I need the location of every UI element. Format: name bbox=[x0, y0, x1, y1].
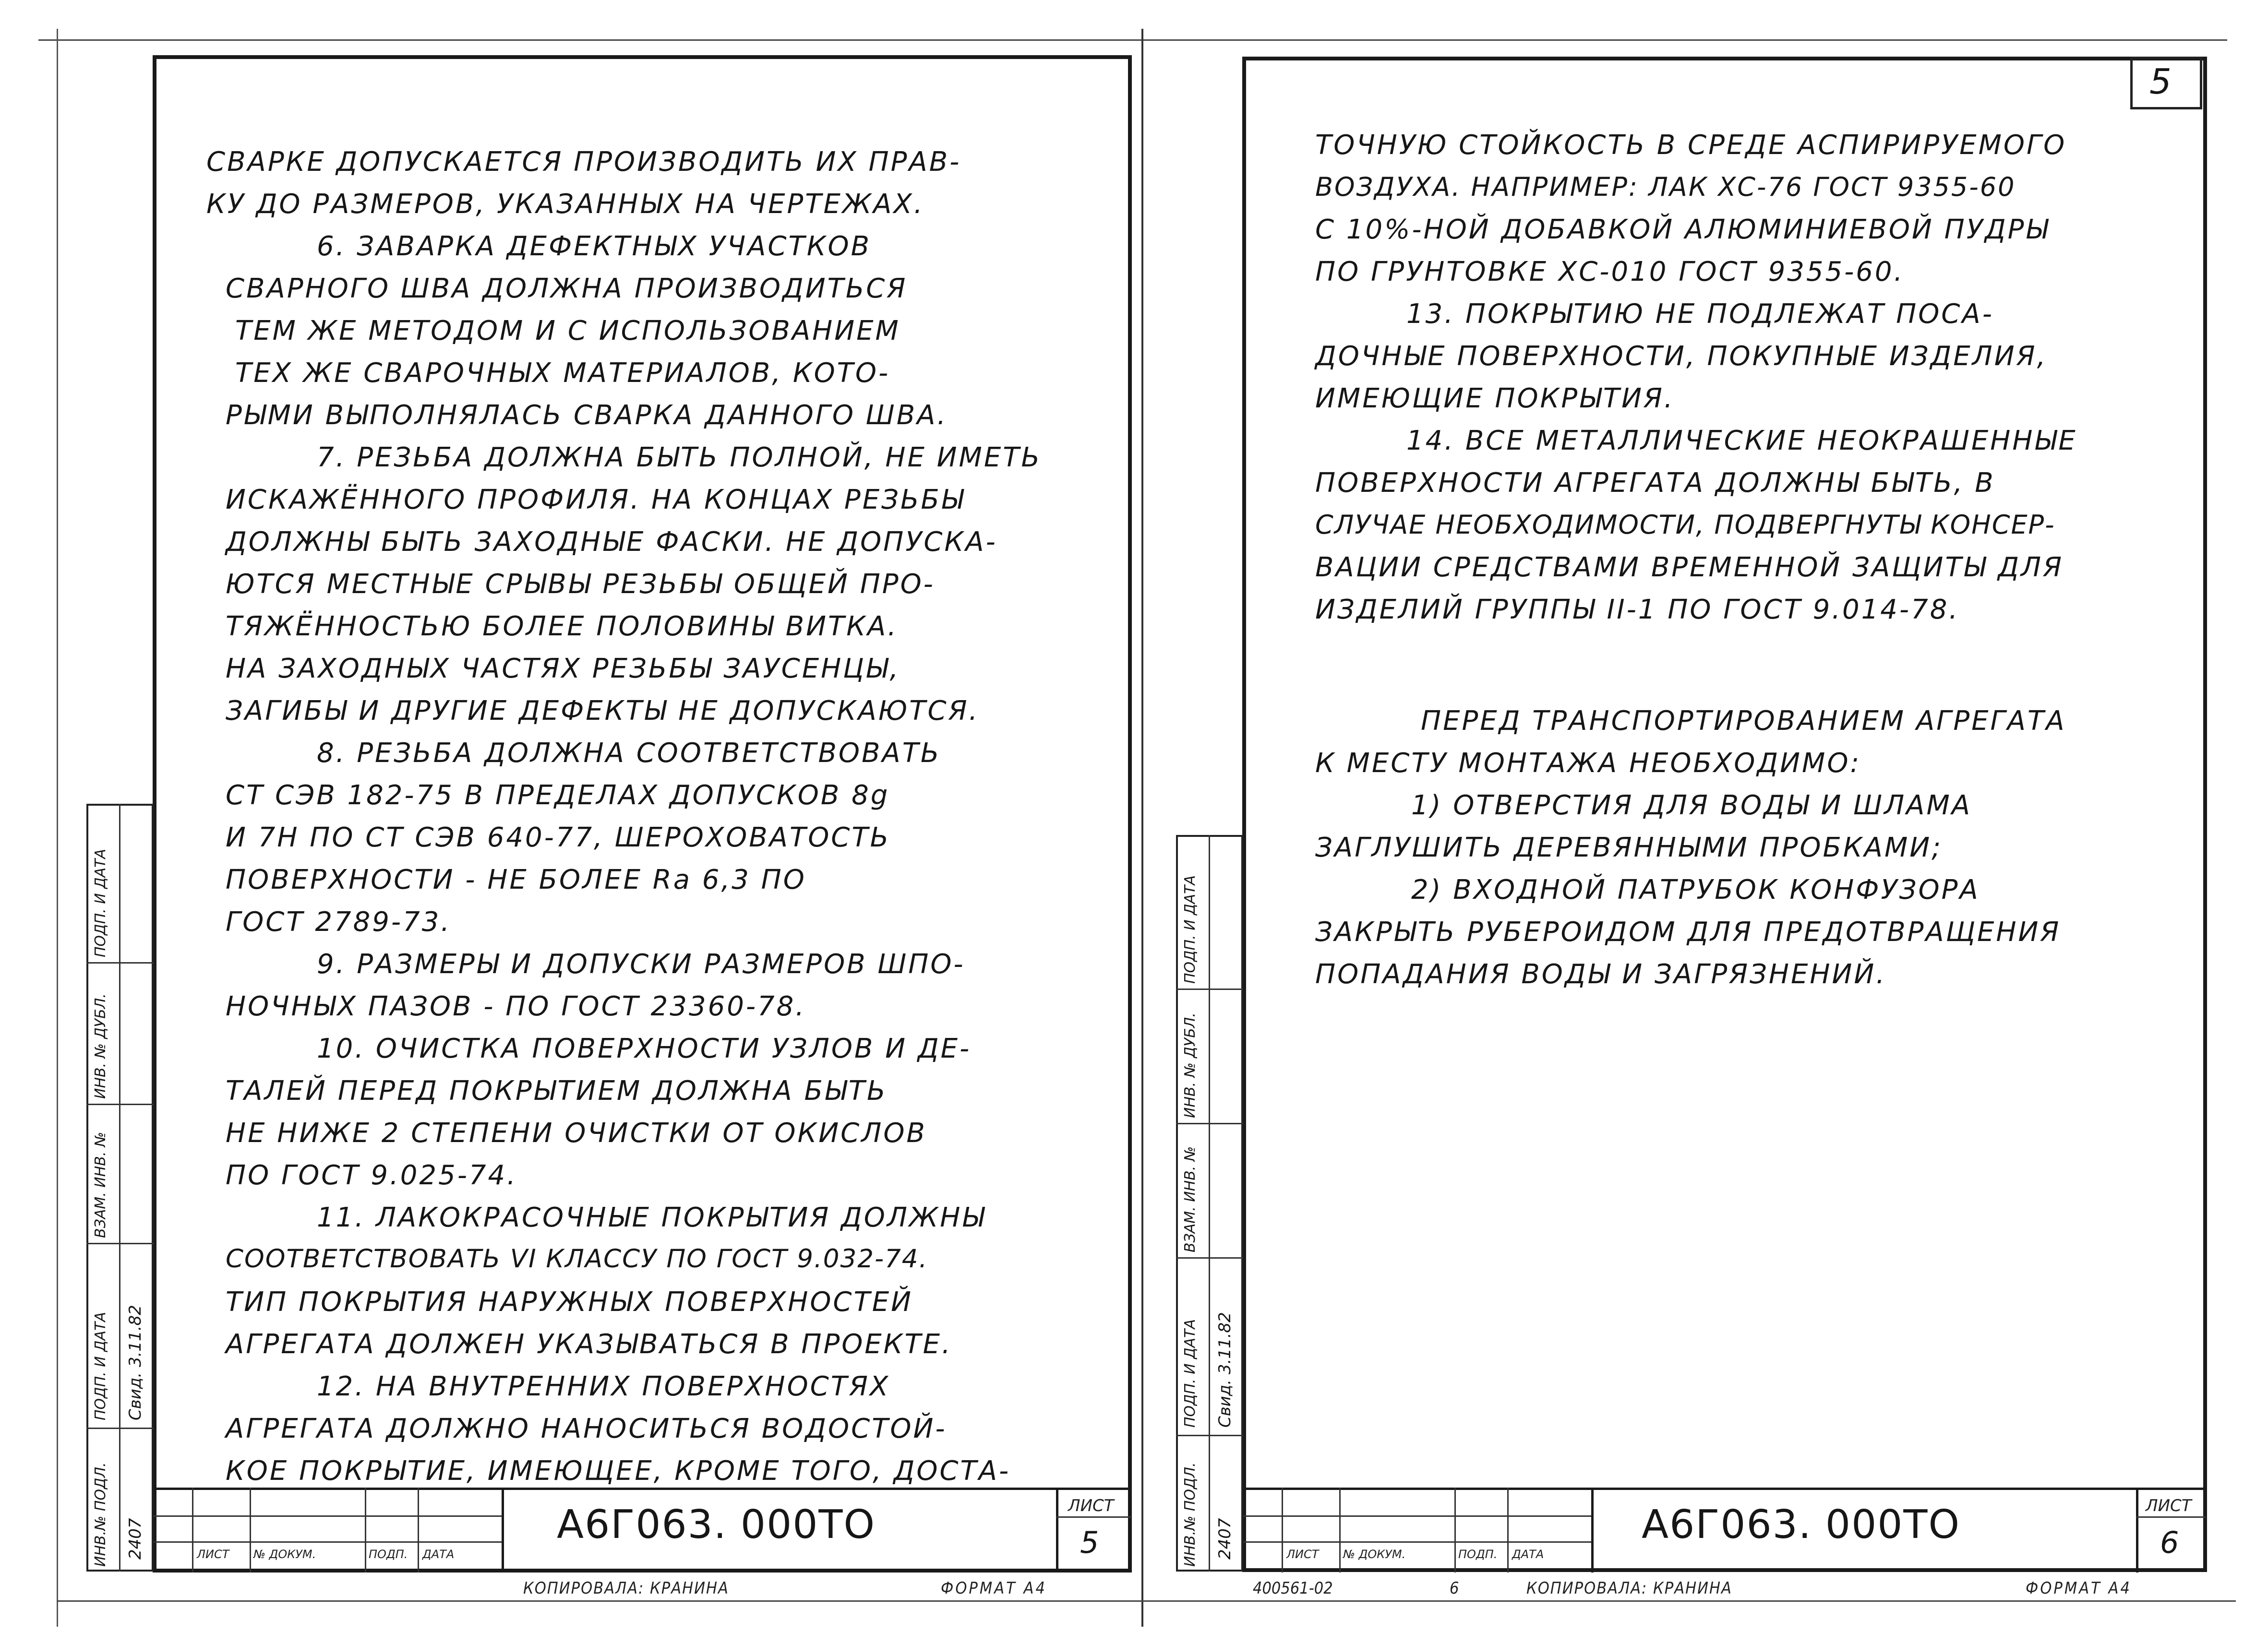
right-line-1: ТОЧНУЮ СТОЙКОСТЬ В СРЕДЕ АСПИРИРУЕМОГО bbox=[1315, 130, 2067, 161]
right-side-label-5: ПОДП. И ДАТА bbox=[1182, 875, 1199, 984]
right-line-8: 14. ВСЕ МЕТАЛЛИЧЕСКИЕ НЕОКРАШЕННЫЕ bbox=[1406, 425, 2077, 456]
left-line-4: СВАРНОГО ШВА ДОЛЖНА ПРОИЗВОДИТЬСЯ bbox=[226, 273, 908, 304]
left-sheet-number: 5 bbox=[1080, 1525, 1099, 1560]
left-line-12: ТЯЖЁННОСТЬЮ БОЛЕЕ ПОЛОВИНЫ ВИТКА. bbox=[226, 611, 899, 642]
left-side-label-5: ПОДП. И ДАТА bbox=[92, 848, 109, 957]
left-line-31: АГРЕГАТА ДОЛЖНО НАНОСИТЬСЯ ВОДОСТОЙ- bbox=[226, 1413, 947, 1444]
left-title-sep-main bbox=[502, 1488, 504, 1573]
left-line-22: 10. ОЧИСТКА ПОВЕРХНОСТИ УЗЛОВ И ДЕ- bbox=[317, 1033, 972, 1064]
left-title-row-1 bbox=[154, 1515, 502, 1517]
left-col-doc: № ДОКУМ. bbox=[253, 1548, 316, 1561]
left-line-5: ТЕМ ЖЕ МЕТОДОМ И С ИСПОЛЬЗОВАНИЕМ bbox=[235, 315, 900, 346]
left-line-3: 6. ЗАВАРКА ДЕФЕКТНЫХ УЧАСТКОВ bbox=[317, 231, 871, 262]
right-col-doc: № ДОКУМ. bbox=[1343, 1548, 1406, 1561]
left-line-15: 8. РЕЗЬБА ДОЛЖНА СООТВЕТСТВОВАТЬ bbox=[317, 738, 941, 769]
page-corner-number: 5 bbox=[2149, 61, 2172, 102]
left-side-signature: Свид. 3.11.82 bbox=[126, 1305, 145, 1420]
left-side-inv: 2407 bbox=[126, 1518, 145, 1560]
left-doc-code: А6Г063. 000ТО bbox=[557, 1502, 876, 1548]
left-line-18: ПОВЕРХНОСТИ - НЕ БОЛЕЕ Ra 6,3 ПО bbox=[226, 864, 806, 895]
left-title-col-4 bbox=[418, 1488, 419, 1573]
left-title-sep-sheet bbox=[1056, 1488, 1058, 1573]
left-line-16: СТ СЭВ 182-75 В ПРЕДЕЛАХ ДОПУСКОВ 8g bbox=[226, 780, 890, 811]
left-line-28: ТИП ПОКРЫТИЯ НАРУЖНЫХ ПОВЕРХНОСТЕЙ bbox=[226, 1287, 913, 1318]
left-side-label-2: ПОДП. И ДАТА bbox=[92, 1311, 109, 1420]
right-side-row-3 bbox=[1176, 1257, 1243, 1259]
left-line-24: НЕ НИЖЕ 2 СТЕПЕНИ ОЧИСТКИ ОТ ОКИСЛОВ bbox=[226, 1118, 927, 1149]
right-line-6: ДОЧНЫЕ ПОВЕРХНОСТИ, ПОКУПНЫЕ ИЗДЕЛИЯ, bbox=[1315, 341, 2048, 372]
right-title-col-1 bbox=[1282, 1488, 1283, 1573]
left-title-col-1 bbox=[192, 1488, 193, 1573]
left-col-sheet: ЛИСТ bbox=[197, 1548, 229, 1561]
right-line2-4: ЗАГЛУШИТЬ ДЕРЕВЯННЫМИ ПРОБКАМИ; bbox=[1315, 832, 1943, 863]
right-title-col-2 bbox=[1339, 1488, 1341, 1573]
right-title-sheet-row bbox=[2136, 1516, 2206, 1518]
right-col-date: ДАТА bbox=[1512, 1548, 1544, 1561]
left-line-8: 7. РЕЗЬБА ДОЛЖНА БЫТЬ ПОЛНОЙ, НЕ ИМЕТЬ bbox=[317, 442, 1042, 473]
right-sheet-label: ЛИСТ bbox=[2146, 1496, 2192, 1515]
left-line-23: ТАЛЕЙ ПЕРЕД ПОКРЫТИЕМ ДОЛЖНА БЫТЬ bbox=[226, 1075, 888, 1107]
right-line-7: ИМЕЮЩИЕ ПОКРЫТИЯ. bbox=[1315, 383, 1675, 414]
left-copied-by: КОПИРОВАЛА: КРАНИНА bbox=[523, 1579, 729, 1598]
left-side-label-1: ИНВ.№ ПОДЛ. bbox=[92, 1462, 109, 1567]
right-side-signature: Свид. 3.11.82 bbox=[1215, 1312, 1235, 1428]
right-line-4: ПО ГРУНТОВКЕ ХС-010 ГОСТ 9355-60. bbox=[1315, 256, 1905, 287]
right-side-inv: 2407 bbox=[1215, 1518, 1235, 1560]
left-line-1: СВАРКЕ ДОПУСКАЕТСЯ ПРОИЗВОДИТЬ ИХ ПРАВ- bbox=[206, 146, 961, 178]
left-side-row-2 bbox=[86, 1104, 154, 1105]
right-side-row-4 bbox=[1176, 1435, 1243, 1436]
right-side-label-2: ПОДП. И ДАТА bbox=[1182, 1319, 1199, 1428]
right-side-label-3: ВЗАМ. ИНВ. № bbox=[1182, 1146, 1199, 1252]
left-line-10: ДОЛЖНЫ БЫТЬ ЗАХОДНЫЕ ФАСКИ. НЕ ДОПУСКА- bbox=[226, 526, 997, 558]
right-doc-code: А6Г063. 000ТО bbox=[1642, 1502, 1961, 1548]
right-line-2: ВОЗДУХА. НАПРИМЕР: ЛАК ХС-76 ГОСТ 9355-60 bbox=[1315, 172, 2016, 202]
right-title-row-2 bbox=[1243, 1541, 1591, 1543]
right-title-col-3 bbox=[1454, 1488, 1456, 1573]
left-line-7: РЫМИ ВЫПОЛНЯЛАСЬ СВАРКА ДАННОГО ШВА. bbox=[226, 400, 948, 431]
left-side-row-3 bbox=[86, 1243, 154, 1244]
right-col-sign: ПОДП. bbox=[1458, 1548, 1498, 1561]
left-line-17: И 7Н ПО СТ СЭВ 640-77, ШЕРОХОВАТОСТЬ bbox=[226, 822, 890, 853]
right-line-12: ИЗДЕЛИЙ ГРУППЫ II-1 ПО ГОСТ 9.014-78. bbox=[1315, 594, 1960, 625]
left-line-11: ЮТСЯ МЕСТНЫЕ СРЫВЫ РЕЗЬБЫ ОБЩЕЙ ПРО- bbox=[226, 569, 935, 600]
left-line-20: 9. РАЗМЕРЫ И ДОПУСКИ РАЗМЕРОВ ШПО- bbox=[317, 949, 965, 980]
left-title-col-3 bbox=[365, 1488, 366, 1573]
left-sheet-label: ЛИСТ bbox=[1068, 1496, 1114, 1515]
left-line-29: АГРЕГАТА ДОЛЖЕН УКАЗЫВАТЬСЯ В ПРОЕКТЕ. bbox=[226, 1329, 952, 1360]
left-col-sign: ПОДП. bbox=[369, 1548, 408, 1561]
left-col-date: ДАТА bbox=[422, 1548, 455, 1561]
right-title-top-rule bbox=[1243, 1488, 2206, 1490]
right-side-divider bbox=[1209, 835, 1210, 1572]
right-copied-by: КОПИРОВАЛА: КРАНИНА bbox=[1526, 1579, 1732, 1598]
right-line2-2: К МЕСТУ МОНТАЖА НЕОБХОДИМО: bbox=[1315, 748, 1861, 779]
center-fold-line bbox=[1141, 29, 1143, 1627]
right-title-sep-main bbox=[1591, 1488, 1594, 1573]
left-line-19: ГОСТ 2789-73. bbox=[226, 906, 452, 938]
left-side-row-4 bbox=[86, 1428, 154, 1429]
right-line-11: ВАЦИИ СРЕДСТВАМИ ВРЕМЕННОЙ ЗАЩИТЫ ДЛЯ bbox=[1315, 552, 2064, 583]
right-side-label-1: ИНВ.№ ПОДЛ. bbox=[1182, 1462, 1199, 1567]
left-line-6: ТЕХ ЖЕ СВАРОЧНЫХ МАТЕРИАЛОВ, КОТО- bbox=[235, 357, 890, 389]
left-line-27: СООТВЕТСТВОВАТЬ VI КЛАССУ ПО ГОСТ 9.032-74. bbox=[226, 1244, 928, 1274]
left-line-25: ПО ГОСТ 9.025-74. bbox=[226, 1160, 517, 1191]
top-crop-line bbox=[38, 39, 2227, 41]
left-line-30: 12. НА ВНУТРЕННИХ ПОВЕРХНОСТЯХ bbox=[317, 1371, 890, 1402]
right-title-sep-sheet bbox=[2136, 1488, 2138, 1573]
left-line-26: 11. ЛАКОКРАСОЧНЫЕ ПОКРЫТИЯ ДОЛЖНЫ bbox=[317, 1202, 986, 1233]
right-side-row-1 bbox=[1176, 989, 1243, 990]
right-line-10: СЛУЧАЕ НЕОБХОДИМОСТИ, ПОДВЕРГНУТЫ КОНСЕР- bbox=[1315, 510, 2055, 540]
bottom-crop-line bbox=[57, 1600, 2236, 1602]
right-order-sheet: 6 bbox=[1450, 1579, 1459, 1598]
right-title-row-1 bbox=[1243, 1515, 1591, 1517]
right-line2-5: 2) ВХОДНОЙ ПАТРУБОК КОНФУЗОРА bbox=[1411, 874, 1980, 905]
right-sheet-number: 6 bbox=[2160, 1525, 2179, 1560]
right-line2-6: ЗАКРЫТЬ РУБЕРОИДОМ ДЛЯ ПРЕДОТВРАЩЕНИЯ bbox=[1315, 917, 2061, 948]
right-line2-3: 1) ОТВЕРСТИЯ ДЛЯ ВОДЫ И ШЛАМА bbox=[1411, 790, 1972, 821]
left-title-col-2 bbox=[250, 1488, 251, 1573]
left-title-row-2 bbox=[154, 1541, 502, 1543]
left-side-label-4: ИНВ. № ДУБЛ. bbox=[92, 993, 109, 1099]
right-line-9: ПОВЕРХНОСТИ АГРЕГАТА ДОЛЖНЫ БЫТЬ, В bbox=[1315, 467, 1995, 499]
left-line-32: КОЕ ПОКРЫТИЕ, ИМЕЮЩЕЕ, КРОМЕ ТОГО, ДОСТА- bbox=[226, 1455, 1011, 1487]
left-line-9: ИСКАЖЁННОГО ПРОФИЛЯ. НА КОНЦАХ РЕЗЬБЫ bbox=[226, 484, 965, 515]
left-side-label-3: ВЗАМ. ИНВ. № bbox=[92, 1132, 109, 1238]
left-crop-line bbox=[57, 29, 58, 1627]
right-order-no: 400561-02 bbox=[1253, 1579, 1333, 1598]
right-line-5: 13. ПОКРЫТИЮ НЕ ПОДЛЕЖАТ ПОСА- bbox=[1406, 298, 1994, 330]
right-format: ФОРМАТ А4 bbox=[2026, 1579, 2132, 1598]
left-line-14: ЗАГИБЫ И ДРУГИЕ ДЕФЕКТЫ НЕ ДОПУСКАЮТСЯ. bbox=[226, 695, 980, 727]
left-title-sheet-row bbox=[1056, 1516, 1131, 1518]
left-line-13: НА ЗАХОДНЫХ ЧАСТЯХ РЕЗЬБЫ ЗАУСЕНЦЫ, bbox=[226, 653, 900, 684]
left-line-21: НОЧНЫХ ПАЗОВ - ПО ГОСТ 23360-78. bbox=[226, 991, 806, 1022]
right-line2-7: ПОПАДАНИЯ ВОДЫ И ЗАГРЯЗНЕНИЙ. bbox=[1315, 959, 1887, 990]
left-side-row-1 bbox=[86, 962, 154, 964]
right-side-row-2 bbox=[1176, 1123, 1243, 1124]
left-format: ФОРМАТ А4 bbox=[941, 1579, 1047, 1598]
left-side-divider bbox=[119, 804, 120, 1572]
left-title-top-rule bbox=[154, 1488, 1131, 1490]
right-line-3: С 10%-НОЙ ДОБАВКОЙ АЛЮМИНИЕВОЙ ПУДРЫ bbox=[1315, 214, 2050, 245]
right-side-label-4: ИНВ. № ДУБЛ. bbox=[1182, 1013, 1199, 1118]
left-line-2: КУ ДО РАЗМЕРОВ, УКАЗАННЫХ НА ЧЕРТЕЖАХ. bbox=[206, 189, 924, 220]
right-col-sheet: ЛИСТ bbox=[1286, 1548, 1319, 1561]
right-line2-1: ПЕРЕД ТРАНСПОРТИРОВАНИЕМ АГРЕГАТА bbox=[1421, 705, 2066, 737]
right-title-col-4 bbox=[1507, 1488, 1509, 1573]
